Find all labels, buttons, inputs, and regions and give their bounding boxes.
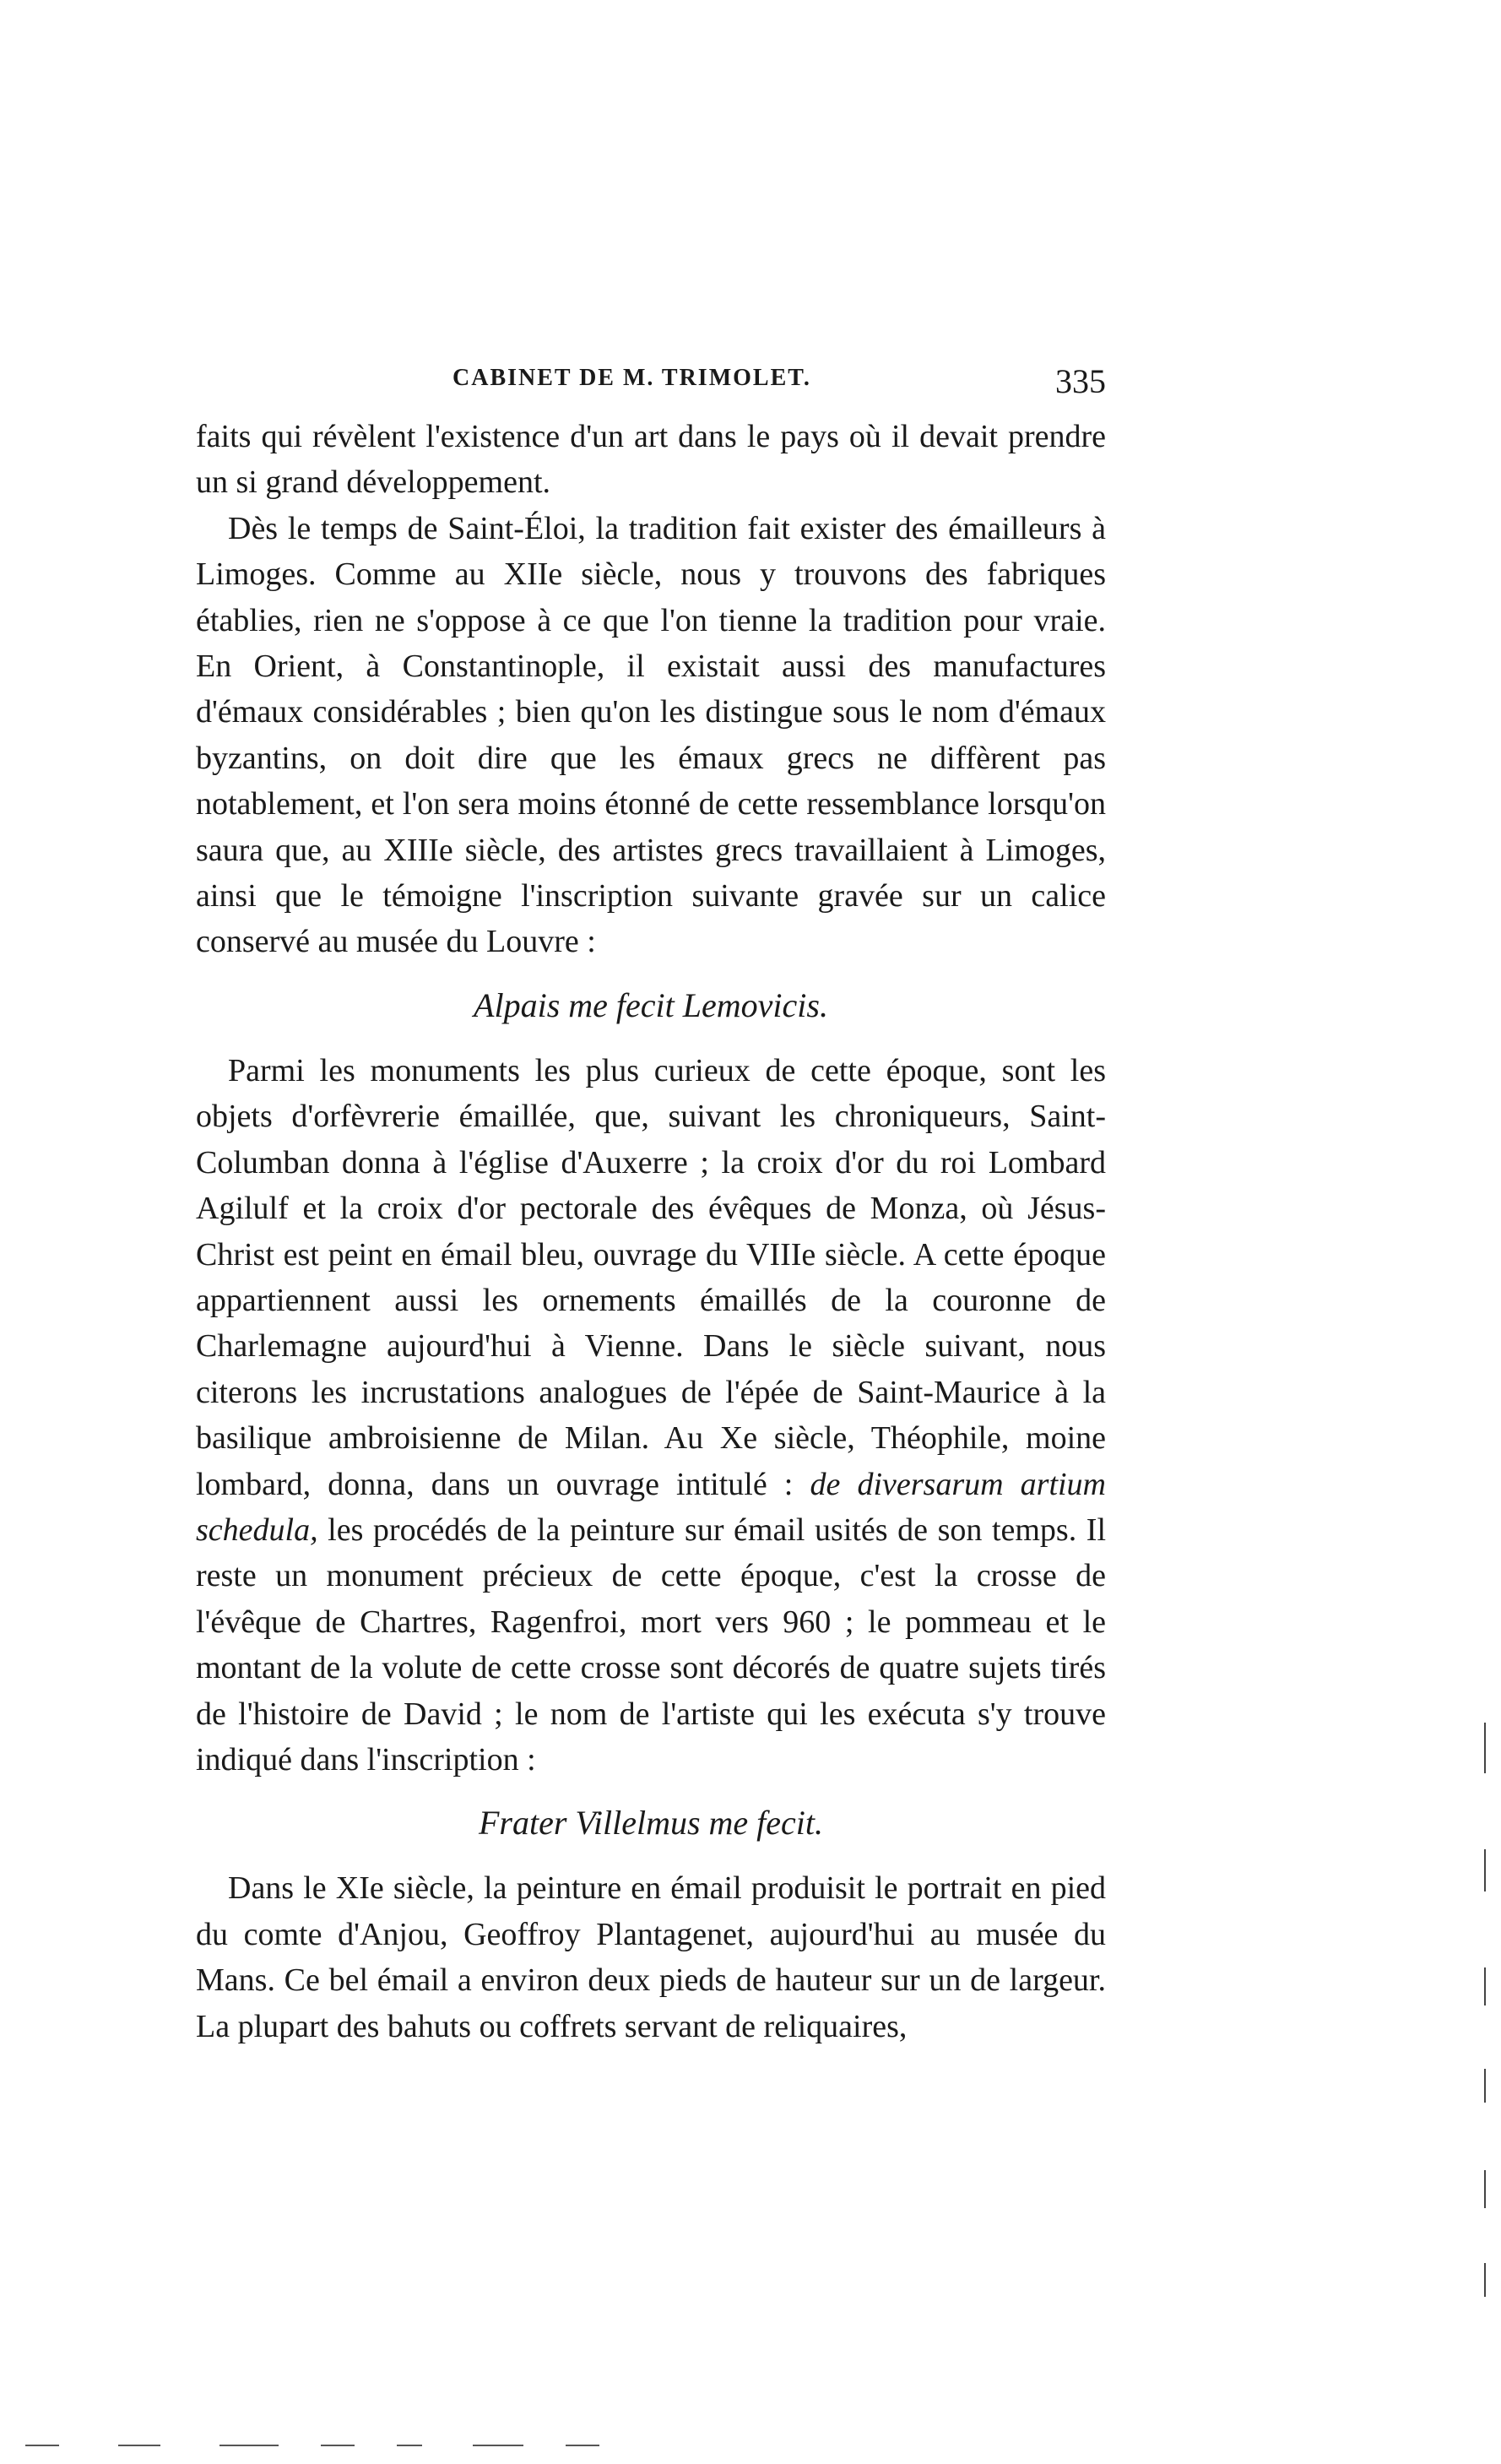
paragraph-monuments-part1: Parmi les monuments les plus curieux de cette époque, sont les objets d'orfèvrerie émaillée, que, suivant les chroniqueurs, Saint-Columban donna à l'église d'Auxerre ; la croix d'or du roi Lombard Agilulf et la croix d'or pectorale des évêques de Monza, où Jésus-Christ est peint en émail bleu, ouvrage du VIIIe siècle. A cette époque appartiennent aussi les ornements émaillés de la couronne de Charlemagne aujourd'hui à Vienne. Dans le siècle suivant, nous citerons les incrustations analogues de l'épée de Saint-Maurice à la basilique ambroisienne de Milan. Au Xe siècle, Théophile, moine lombard, donna, dans un ouvrage intitulé :: [196, 1052, 1106, 1502]
running-header: [203, 361, 1106, 412]
scan-bottom-marks: [25, 2445, 616, 2447]
paragraph-monuments-part2: les procédés de la peinture sur émail usités de son temps. Il reste un monument précieux de cette époque, c'est la crosse de l'évêque de Chartres, Ragenfroi, mort vers 960 ; le pommeau et le montant de la volute de cette crosse sont décorés de quatre sujets tirés de l'histoire de David ; le nom de l'artiste qui les exécuta s'y trouve indiqué dans l'inscription :: [196, 1512, 1107, 1777]
paragraph-monuments: [196, 1048, 1106, 1783]
inscription-alpais: Alpais me fecit Lemovicis.: [474, 985, 828, 1024]
paragraph-continued: faits qui révèlent l'existence d'un art dans le pays où il devait prendre un si grand développement.: [196, 419, 1106, 501]
paragraph-limoges: Dès le temps de Saint-Éloi, la tradition fait exister des émailleurs à Limoges. Comme au XIIe siècle, nous y trouvons des fabriques établies, rien ne s'oppose à ce que l'on tienne la tradition pour vraie. En Orient, à Constantinople, il existait aussi des manufactures d'émaux considérables ; bien qu'on les distingue sous le nom d'émaux byzantins, on doit dire que les émaux grecs ne diffèrent pas notablement, et l'on sera moins étonné de cette ressemblance lorsqu'on saura que, au XIIIe siècle, des artistes grecs travaillaient à Limoges, ainsi que le témoigne l'inscription suivante gravée sur un calice conservé au musée du Louvre :: [196, 510, 1106, 960]
inscription-villelmus: Frater Villelmus me fecit.: [478, 1804, 824, 1843]
body-text: [196, 414, 1106, 2049]
latin-title: de diversarum artium schedula,: [196, 1466, 1106, 1548]
running-title: CABINET DE M. TRIMOLET.: [452, 365, 811, 391]
scan-edge-marks: [1484, 1723, 1487, 2314]
paragraph-xie-siecle: Dans le XIe siècle, la peinture en émail produisit le portrait en pied du comte d'Anjou, Geoffroy Plantagenet, aujourd'hui au musée du Mans. Ce bel émail a environ deux pieds de hauteur sur un de largeur. La plupart des bahuts ou coffrets servant de reliquaires,: [196, 1870, 1106, 2044]
page-number: 335: [1055, 362, 1106, 400]
